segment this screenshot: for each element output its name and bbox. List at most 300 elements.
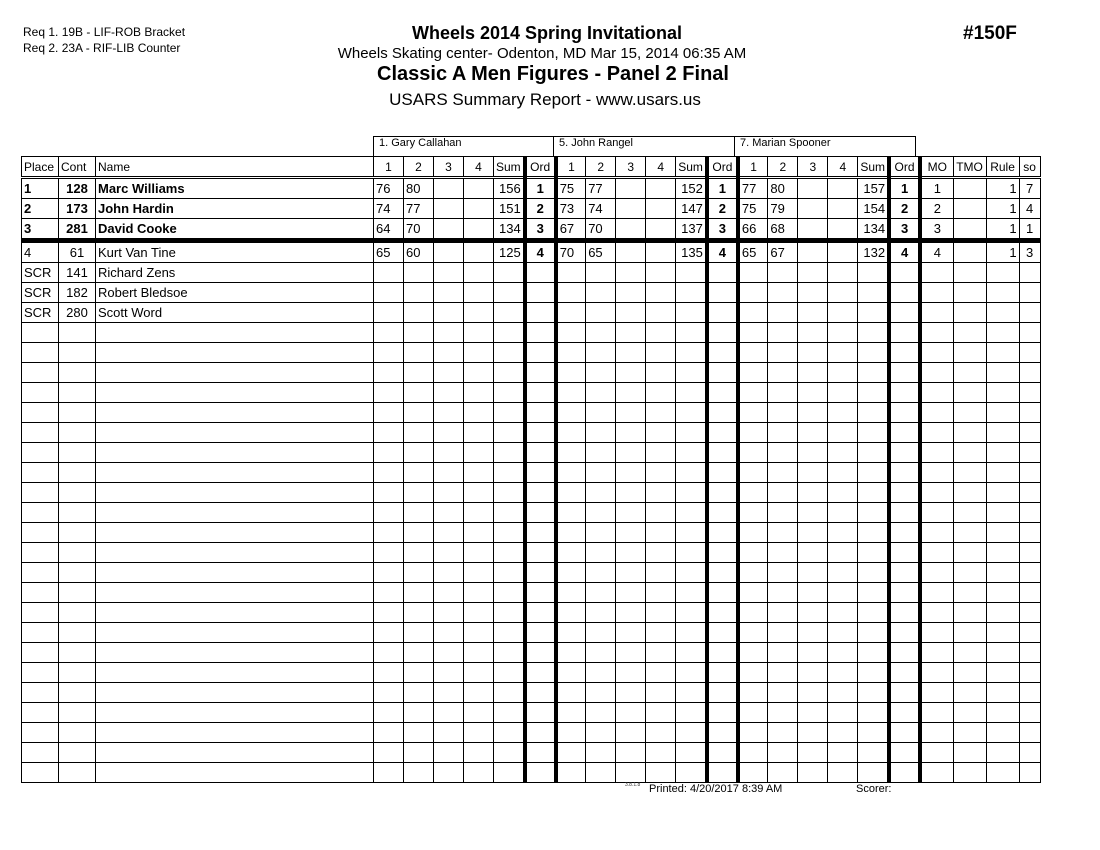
judge2-sum-cell [676, 283, 707, 303]
judge-score-cell [738, 383, 768, 403]
judge-score-cell [707, 323, 738, 343]
empty-row [22, 743, 1041, 763]
judge-score-cell [676, 703, 707, 723]
judge-score-cell [525, 643, 556, 663]
mo-cell [920, 683, 953, 703]
judge-score-cell [556, 703, 586, 723]
skater-name-cell [96, 683, 374, 703]
judge-score-cell [768, 483, 798, 503]
judge-score-cell [646, 723, 676, 743]
judge-score-cell [494, 623, 525, 643]
col-header-judge3-sum: Sum [858, 157, 889, 178]
judge-score-cell [494, 403, 525, 423]
judge-score-cell [525, 723, 556, 743]
judge-score-cell [738, 543, 768, 563]
judge1-sum-cell: 156 [494, 178, 525, 199]
judge-score-cell [738, 323, 768, 343]
judge-score-cell [676, 683, 707, 703]
tmo-cell [953, 603, 986, 623]
table-row [22, 303, 1041, 323]
judge-score-cell [525, 563, 556, 583]
judge2-4-cell [646, 178, 676, 199]
judge-score-cell [828, 403, 858, 423]
judge-score-cell [525, 443, 556, 463]
judge3-ord-cell [889, 283, 920, 303]
judge-score-cell [646, 443, 676, 463]
judge-score-cell [646, 603, 676, 623]
judge-score-cell [828, 323, 858, 343]
judge-score-cell [768, 663, 798, 683]
judge-score-cell [494, 763, 525, 783]
judge-score-cell [889, 503, 920, 523]
judge3-3-cell [798, 199, 828, 219]
tmo-cell [953, 583, 986, 603]
judge2-ord-cell: 4 [707, 241, 738, 263]
judge-score-cell [768, 423, 798, 443]
judge-score-cell [707, 463, 738, 483]
so-cell [1019, 643, 1040, 663]
judge-score-cell [586, 423, 616, 443]
judge-score-cell [464, 403, 494, 423]
judge-score-cell [464, 523, 494, 543]
tmo-cell [953, 199, 986, 219]
empty-row [22, 483, 1041, 503]
judge2-1-cell: 67 [556, 219, 586, 241]
judge-score-cell [738, 423, 768, 443]
so-cell [1019, 703, 1040, 723]
judge-score-cell [586, 743, 616, 763]
judge-score-cell [464, 323, 494, 343]
judge-score-cell [556, 663, 586, 683]
judge-score-cell [707, 743, 738, 763]
judge-score-cell [404, 483, 434, 503]
mo-cell [920, 663, 953, 683]
rule-cell: 1 [986, 199, 1019, 219]
skater-name-cell [96, 383, 374, 403]
judge1-sum-cell: 134 [494, 219, 525, 241]
judge2-4-cell [646, 263, 676, 283]
so-cell [1019, 323, 1040, 343]
judge2-4-cell [646, 219, 676, 241]
judge2-3-cell [616, 178, 646, 199]
place-cell [22, 643, 59, 663]
judge-score-cell [889, 723, 920, 743]
judge1-1-cell: 76 [374, 178, 404, 199]
judge2-4-cell [646, 241, 676, 263]
skater-name-cell [96, 623, 374, 643]
judge-score-cell [858, 623, 889, 643]
judge-score-cell [494, 343, 525, 363]
judge-score-cell [889, 543, 920, 563]
judge-score-cell [434, 623, 464, 643]
judge-score-cell [889, 743, 920, 763]
skater-name-cell: Richard Zens [96, 263, 374, 283]
judge3-sum-cell: 157 [858, 178, 889, 199]
judge-score-cell [404, 663, 434, 683]
empty-row [22, 523, 1041, 543]
judge-score-cell [616, 603, 646, 623]
judge1-ord-cell: 1 [525, 178, 556, 199]
judge1-sum-cell [494, 263, 525, 283]
so-cell [1019, 763, 1040, 783]
judge-score-cell [738, 603, 768, 623]
judge-score-cell [707, 763, 738, 783]
tmo-cell [953, 219, 986, 241]
judge-score-cell [404, 623, 434, 643]
contestant-number-cell [59, 623, 96, 643]
judge-score-cell [707, 503, 738, 523]
judge-score-cell [858, 683, 889, 703]
rule-cell [986, 563, 1019, 583]
col-header-judge3-1: 1 [738, 157, 768, 178]
skater-name-cell: Marc Williams [96, 178, 374, 199]
judge-score-cell [434, 403, 464, 423]
judge-score-cell [646, 763, 676, 783]
judge-score-cell [828, 703, 858, 723]
judge-score-cell [404, 503, 434, 523]
judge3-4-cell [828, 303, 858, 323]
judge1-4-cell [464, 199, 494, 219]
skater-name-cell: Scott Word [96, 303, 374, 323]
col-header-cont: Cont [59, 157, 96, 178]
judge-score-cell [858, 743, 889, 763]
judge-score-cell [676, 483, 707, 503]
judge3-4-cell [828, 241, 858, 263]
judge-score-cell [586, 683, 616, 703]
tmo-cell [953, 323, 986, 343]
so-cell [1019, 583, 1040, 603]
contestant-number-cell [59, 743, 96, 763]
judge3-sum-cell [858, 263, 889, 283]
judge-score-cell [464, 383, 494, 403]
judge-score-cell [374, 683, 404, 703]
judge1-4-cell [464, 241, 494, 263]
rule-cell: 1 [986, 178, 1019, 199]
judge1-2-cell: 80 [404, 178, 434, 199]
judge1-4-cell [464, 283, 494, 303]
judge-score-cell [556, 623, 586, 643]
judge-score-cell [768, 463, 798, 483]
place-cell [22, 423, 59, 443]
judge2-ord-cell: 3 [707, 219, 738, 241]
judge-score-cell [525, 603, 556, 623]
judge-score-cell [525, 463, 556, 483]
table-row [22, 219, 1041, 241]
mo-cell: 3 [920, 219, 953, 241]
col-header-judge2-2: 2 [586, 157, 616, 178]
judge-score-cell [494, 663, 525, 683]
skater-name-cell [96, 483, 374, 503]
skater-name-cell [96, 343, 374, 363]
contestant-number-cell [59, 443, 96, 463]
skater-name-cell: David Cooke [96, 219, 374, 241]
col-header-so: so [1019, 157, 1040, 178]
empty-row [22, 663, 1041, 683]
so-cell [1019, 303, 1040, 323]
empty-row [22, 323, 1041, 343]
judge2-sum-cell: 137 [676, 219, 707, 241]
place-cell [22, 403, 59, 423]
judge-score-cell [434, 423, 464, 443]
judge-score-cell [828, 563, 858, 583]
judge-score-cell [434, 723, 464, 743]
col-header-judge2-4: 4 [646, 157, 676, 178]
judge-score-cell [676, 743, 707, 763]
judge-score-cell [676, 343, 707, 363]
judge-score-cell [646, 743, 676, 763]
judge-score-cell [464, 543, 494, 563]
judge-score-cell [586, 363, 616, 383]
judge-score-cell [858, 643, 889, 663]
place-cell: SCR [22, 283, 59, 303]
contestant-number-cell [59, 763, 96, 783]
judge-score-cell [616, 563, 646, 583]
mo-cell: 2 [920, 199, 953, 219]
judge-score-cell [676, 583, 707, 603]
judge2-sum-cell: 135 [676, 241, 707, 263]
tmo-cell [953, 443, 986, 463]
judge1-3-cell [434, 303, 464, 323]
judge-score-cell [676, 643, 707, 663]
skater-name-cell [96, 323, 374, 343]
skater-name-cell [96, 363, 374, 383]
so-cell: 7 [1019, 178, 1040, 199]
judge-score-cell [646, 383, 676, 403]
judge-score-cell [616, 683, 646, 703]
judge-score-cell [616, 543, 646, 563]
contestant-number-cell [59, 363, 96, 383]
judge-score-cell [494, 703, 525, 723]
place-cell [22, 703, 59, 723]
so-cell [1019, 343, 1040, 363]
judge1-3-cell [434, 283, 464, 303]
judge-score-cell [374, 363, 404, 383]
judge-score-cell [464, 723, 494, 743]
judge3-4-cell [828, 263, 858, 283]
judge-score-cell [828, 343, 858, 363]
judge-score-cell [374, 623, 404, 643]
judge-score-cell [556, 583, 586, 603]
judge-score-cell [858, 443, 889, 463]
judge1-1-cell: 64 [374, 219, 404, 241]
place-cell [22, 763, 59, 783]
tmo-cell [953, 241, 986, 263]
judge2-ord-cell [707, 303, 738, 323]
judge-score-cell [464, 463, 494, 483]
empty-row [22, 403, 1041, 423]
judge-score-cell [374, 543, 404, 563]
rule-cell [986, 683, 1019, 703]
skater-name-cell: Kurt Van Tine [96, 241, 374, 263]
judge-score-cell [798, 743, 828, 763]
requirement-1: Req 1. 19B - LIF-ROB Bracket [23, 25, 186, 39]
judge-score-cell [889, 603, 920, 623]
rule-cell [986, 663, 1019, 683]
judge-score-cell [858, 503, 889, 523]
mo-cell [920, 503, 953, 523]
judge-score-cell [738, 623, 768, 643]
event-title: Wheels 2014 Spring Invitational [411, 23, 683, 43]
judge-score-cell [858, 763, 889, 783]
empty-row [22, 543, 1041, 563]
judge-score-cell [494, 603, 525, 623]
judge-score-cell [828, 583, 858, 603]
judge-score-cell [646, 643, 676, 663]
judge-score-cell [858, 563, 889, 583]
judge-score-cell [404, 383, 434, 403]
judge-score-cell [374, 443, 404, 463]
contestant-number-cell [59, 563, 96, 583]
judge-score-cell [434, 363, 464, 383]
rule-cell [986, 603, 1019, 623]
mo-cell [920, 703, 953, 723]
tmo-cell [953, 483, 986, 503]
rule-cell: 1 [986, 241, 1019, 263]
tmo-cell [953, 423, 986, 443]
table-row [22, 199, 1041, 219]
judge2-2-cell [586, 283, 616, 303]
col-header-judge1-ord: Ord [525, 157, 556, 178]
judge-score-cell [707, 443, 738, 463]
so-cell [1019, 623, 1040, 643]
tmo-cell [953, 523, 986, 543]
judge3-2-cell [768, 283, 798, 303]
judge-score-cell [889, 423, 920, 443]
judge-score-cell [768, 603, 798, 623]
judge-score-cell [374, 483, 404, 503]
empty-row [22, 763, 1041, 783]
judge-score-cell [676, 763, 707, 783]
contestant-number-cell [59, 403, 96, 423]
judge2-4-cell [646, 303, 676, 323]
results-table [21, 156, 1041, 783]
rule-cell [986, 363, 1019, 383]
judge3-ord-cell: 2 [889, 199, 920, 219]
judge-score-cell [464, 443, 494, 463]
contestant-number-cell: 61 [59, 241, 96, 263]
judge-score-cell [464, 583, 494, 603]
judge2-ord-cell: 1 [707, 178, 738, 199]
judge-score-cell [676, 523, 707, 543]
empty-row [22, 703, 1041, 723]
tmo-cell [953, 503, 986, 523]
judge-score-cell [646, 363, 676, 383]
judge-score-cell [798, 563, 828, 583]
report-title: USARS Summary Report - www.usars.us [389, 90, 701, 109]
judge-score-cell [525, 423, 556, 443]
judge-score-cell [434, 543, 464, 563]
judge-score-cell [494, 523, 525, 543]
judge-score-cell [374, 463, 404, 483]
judge1-4-cell [464, 219, 494, 241]
judge-score-cell [707, 343, 738, 363]
judge-score-cell [738, 443, 768, 463]
judge3-2-cell [768, 303, 798, 323]
skater-name-cell [96, 543, 374, 563]
judge-score-cell [494, 363, 525, 383]
judge-score-cell [646, 343, 676, 363]
judge-score-cell [374, 503, 404, 523]
judge-score-cell [798, 363, 828, 383]
judge-score-cell [464, 603, 494, 623]
judge-score-cell [646, 563, 676, 583]
mo-cell [920, 743, 953, 763]
judge-score-cell [586, 463, 616, 483]
judge-score-cell [798, 603, 828, 623]
judge2-ord-cell [707, 283, 738, 303]
judge-score-cell [889, 363, 920, 383]
judge-header-3: 7. Marian Spooner [734, 136, 916, 156]
judge2-3-cell [616, 283, 646, 303]
judge-score-cell [828, 443, 858, 463]
judge1-2-cell [404, 263, 434, 283]
event-name: Classic A Men Figures - Panel 2 Final [377, 63, 729, 85]
judge-score-cell [525, 383, 556, 403]
judge2-3-cell [616, 219, 646, 241]
col-header-judge1-4: 4 [464, 157, 494, 178]
judge3-4-cell [828, 178, 858, 199]
mo-cell [920, 323, 953, 343]
judge-score-cell [828, 723, 858, 743]
judge1-sum-cell: 151 [494, 199, 525, 219]
judge-score-cell [889, 403, 920, 423]
so-cell [1019, 683, 1040, 703]
place-cell [22, 623, 59, 643]
judge2-1-cell: 73 [556, 199, 586, 219]
judge-score-cell [374, 663, 404, 683]
judge-score-cell [798, 683, 828, 703]
judge-score-cell [374, 603, 404, 623]
judge-score-cell [434, 483, 464, 503]
place-cell [22, 383, 59, 403]
col-header-judge2-sum: Sum [676, 157, 707, 178]
judge2-1-cell: 75 [556, 178, 586, 199]
tmo-cell [953, 463, 986, 483]
judge-score-cell [616, 343, 646, 363]
mo-cell [920, 263, 953, 283]
judge-score-cell [494, 423, 525, 443]
contestant-number-cell: 182 [59, 283, 96, 303]
rule-cell [986, 543, 1019, 563]
judge3-ord-cell [889, 263, 920, 283]
judge-score-cell [858, 323, 889, 343]
judge-score-cell [768, 543, 798, 563]
judge-score-cell [798, 423, 828, 443]
judge1-ord-cell [525, 283, 556, 303]
judge-score-cell [889, 463, 920, 483]
judge1-3-cell [434, 219, 464, 241]
judge-score-cell [828, 663, 858, 683]
place-cell: 3 [22, 219, 59, 241]
place-cell [22, 463, 59, 483]
judge-score-cell [434, 763, 464, 783]
tmo-cell [953, 663, 986, 683]
judge-score-cell [586, 483, 616, 503]
judge-score-cell [707, 483, 738, 503]
judge-score-cell [707, 623, 738, 643]
judge-score-cell [858, 543, 889, 563]
judge-score-cell [707, 363, 738, 383]
judge1-ord-cell [525, 263, 556, 283]
empty-row [22, 363, 1041, 383]
judge-score-cell [464, 763, 494, 783]
judge3-4-cell [828, 283, 858, 303]
judge-score-cell [889, 563, 920, 583]
judge2-1-cell [556, 303, 586, 323]
judge-score-cell [738, 743, 768, 763]
col-header-judge3-3: 3 [798, 157, 828, 178]
judge-score-cell [828, 543, 858, 563]
